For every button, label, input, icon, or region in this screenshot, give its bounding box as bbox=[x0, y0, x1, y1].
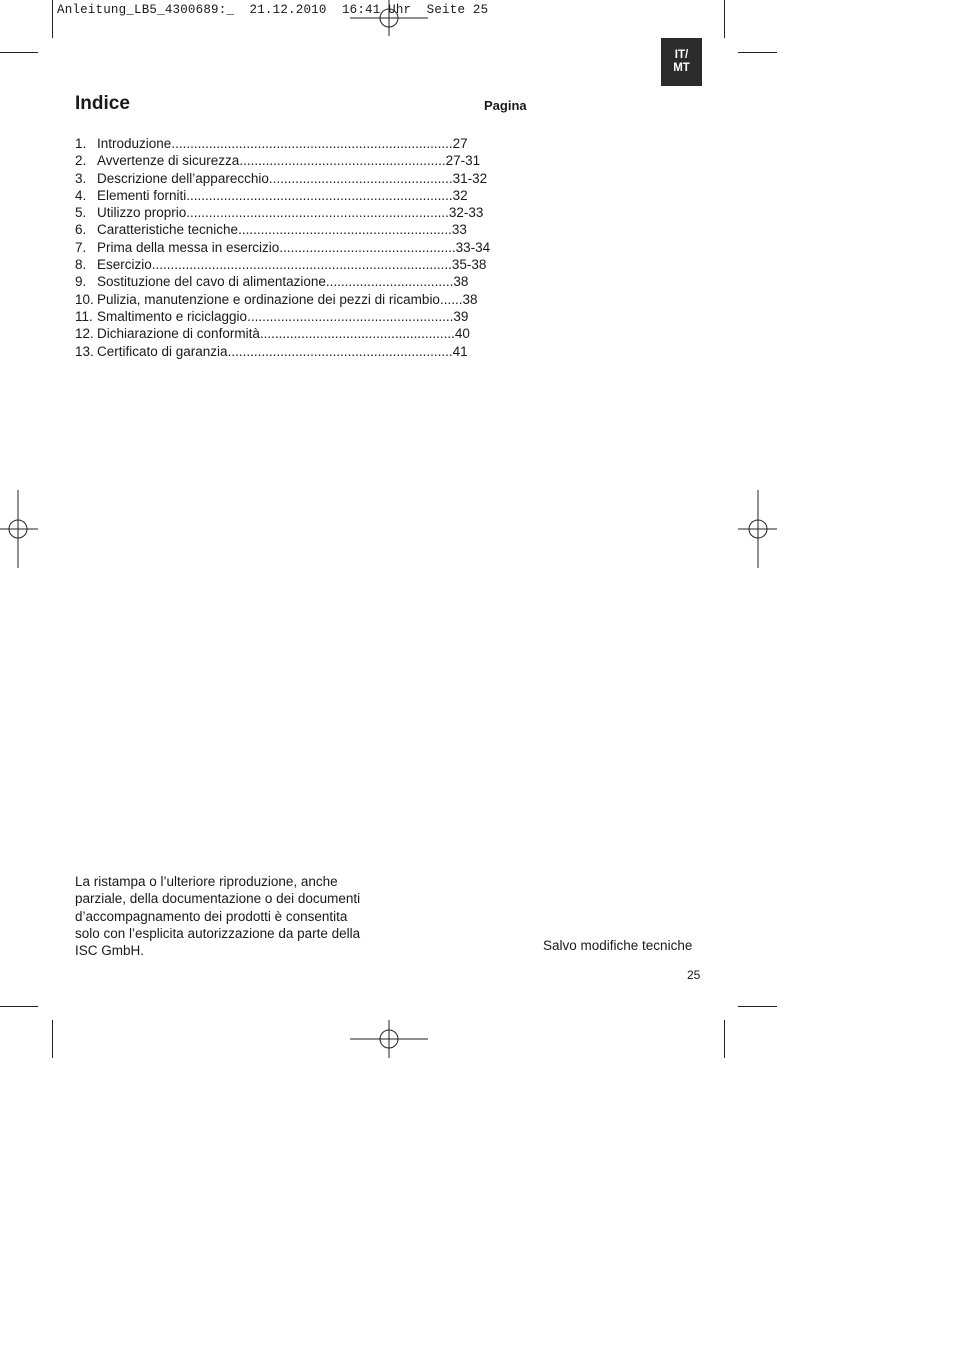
toc-leader: ...................................................................... bbox=[186, 205, 449, 221]
toc-number: 13. bbox=[75, 343, 94, 359]
toc-page: 41 bbox=[452, 343, 468, 359]
toc-title: Utilizzo proprio bbox=[97, 205, 187, 221]
toc-title: Avvertenze di sicurezza bbox=[97, 153, 240, 169]
page-column-label: Pagina bbox=[484, 98, 527, 113]
toc-title: Elementi forniti bbox=[97, 187, 187, 203]
toc-number: 12. bbox=[75, 326, 94, 342]
toc-page: 27-31 bbox=[445, 153, 481, 169]
toc-number: 4. bbox=[75, 187, 87, 203]
toc-title: Pulizia, manutenzione e ordinazione dei pezzi di ricambio bbox=[97, 291, 440, 307]
language-badge bbox=[661, 38, 702, 86]
toc-page: 38 bbox=[453, 274, 469, 290]
toc-leader: ......................................................... bbox=[238, 222, 452, 238]
toc-row bbox=[75, 152, 545, 169]
toc-title: Certificato di garanzia bbox=[97, 343, 228, 359]
toc-number: 9. bbox=[75, 274, 87, 290]
toc-page: 35-38 bbox=[451, 257, 487, 273]
toc-number: 3. bbox=[75, 170, 87, 186]
toc-title: Descrizione dell’apparecchio bbox=[97, 170, 269, 186]
toc-leader: ................................................. bbox=[268, 170, 453, 186]
toc-title: Caratteristiche tecniche bbox=[97, 222, 239, 238]
toc-number: 2. bbox=[75, 153, 87, 169]
copyright-note-line: solo con l’esplicita autorizzazione da parte della bbox=[75, 925, 361, 941]
registration-mark-top bbox=[350, 0, 428, 36]
toc-page: 31-32 bbox=[452, 170, 488, 186]
toc-number: 7. bbox=[75, 239, 87, 255]
copyright-note-line: La ristampa o l’ulteriore riproduzione, anche bbox=[75, 874, 338, 889]
toc-row bbox=[75, 308, 545, 325]
toc-page: 32 bbox=[452, 187, 468, 203]
toc-leader: .................................. bbox=[325, 274, 454, 290]
toc-page: 32-33 bbox=[448, 205, 484, 221]
toc-row bbox=[75, 204, 545, 221]
toc-page: 33 bbox=[451, 222, 467, 238]
toc-leader: ............................................................ bbox=[227, 343, 453, 359]
registration-mark-right bbox=[738, 490, 777, 568]
toc-row bbox=[75, 135, 545, 152]
copyright-note-line: d’accompagnamento dei prodotti è consentita bbox=[75, 908, 348, 924]
copyright-note-line: parziale, della documentazione o dei documenti bbox=[75, 891, 361, 907]
toc-leader: ....................................................... bbox=[247, 308, 454, 324]
toc-row bbox=[75, 256, 545, 273]
toc-page: 40 bbox=[454, 326, 470, 342]
print-header: Anleitung_LB5_4300689:_ 21.12.2010 16:41 Uhr Seite 25 bbox=[57, 3, 489, 17]
toc-number: 1. bbox=[75, 136, 87, 151]
technical-changes-note: Salvo modifiche tecniche bbox=[543, 938, 693, 953]
toc-row bbox=[75, 221, 545, 238]
copyright-note bbox=[75, 873, 395, 959]
toc-title: Prima della messa in esercizio bbox=[97, 239, 280, 255]
toc-title: Smaltimento e riciclaggio bbox=[97, 308, 248, 324]
toc-title: Introduzione bbox=[97, 136, 172, 151]
toc-row bbox=[75, 187, 545, 204]
toc-leader: ............................................... bbox=[279, 239, 456, 255]
toc-page: 39 bbox=[453, 308, 469, 324]
toc-leader: ....................................................................... bbox=[186, 187, 453, 203]
toc-number: 8. bbox=[75, 257, 87, 273]
toc-title: Sostituzione del cavo di alimentazione bbox=[97, 274, 326, 290]
toc-row bbox=[75, 291, 545, 308]
toc-page: 27 bbox=[452, 136, 468, 151]
toc-number: 5. bbox=[75, 205, 87, 221]
toc-row bbox=[75, 273, 545, 290]
toc-number: 11. bbox=[75, 308, 93, 324]
toc-leader: ...... bbox=[439, 291, 463, 307]
registration-mark-bottom bbox=[350, 1020, 428, 1058]
toc-leader: ........................................................................... bbox=[171, 136, 453, 151]
toc-number: 10. bbox=[75, 291, 94, 307]
toc-title: Esercizio bbox=[97, 257, 152, 273]
toc-leader: .................................................... bbox=[259, 326, 455, 342]
toc-row bbox=[75, 325, 545, 342]
toc-row bbox=[75, 343, 545, 360]
language-badge-line2: MT bbox=[673, 62, 690, 74]
language-badge-line1: IT/ bbox=[674, 49, 689, 61]
toc-title: Dichiarazione di conformità bbox=[97, 326, 260, 342]
page-number: 25 bbox=[687, 968, 701, 982]
table-of-contents bbox=[75, 135, 545, 360]
toc-number: 6. bbox=[75, 222, 87, 238]
toc-row bbox=[75, 170, 545, 187]
toc-leader: ....................................................... bbox=[239, 153, 446, 169]
registration-mark-left bbox=[0, 490, 38, 568]
toc-row bbox=[75, 239, 545, 256]
page-title: Indice bbox=[75, 93, 130, 114]
toc-page: 38 bbox=[462, 291, 478, 307]
toc-leader: ................................................................................ bbox=[151, 257, 452, 273]
copyright-note-line: ISC GmbH. bbox=[75, 943, 145, 959]
toc-page: 33-34 bbox=[455, 239, 491, 255]
